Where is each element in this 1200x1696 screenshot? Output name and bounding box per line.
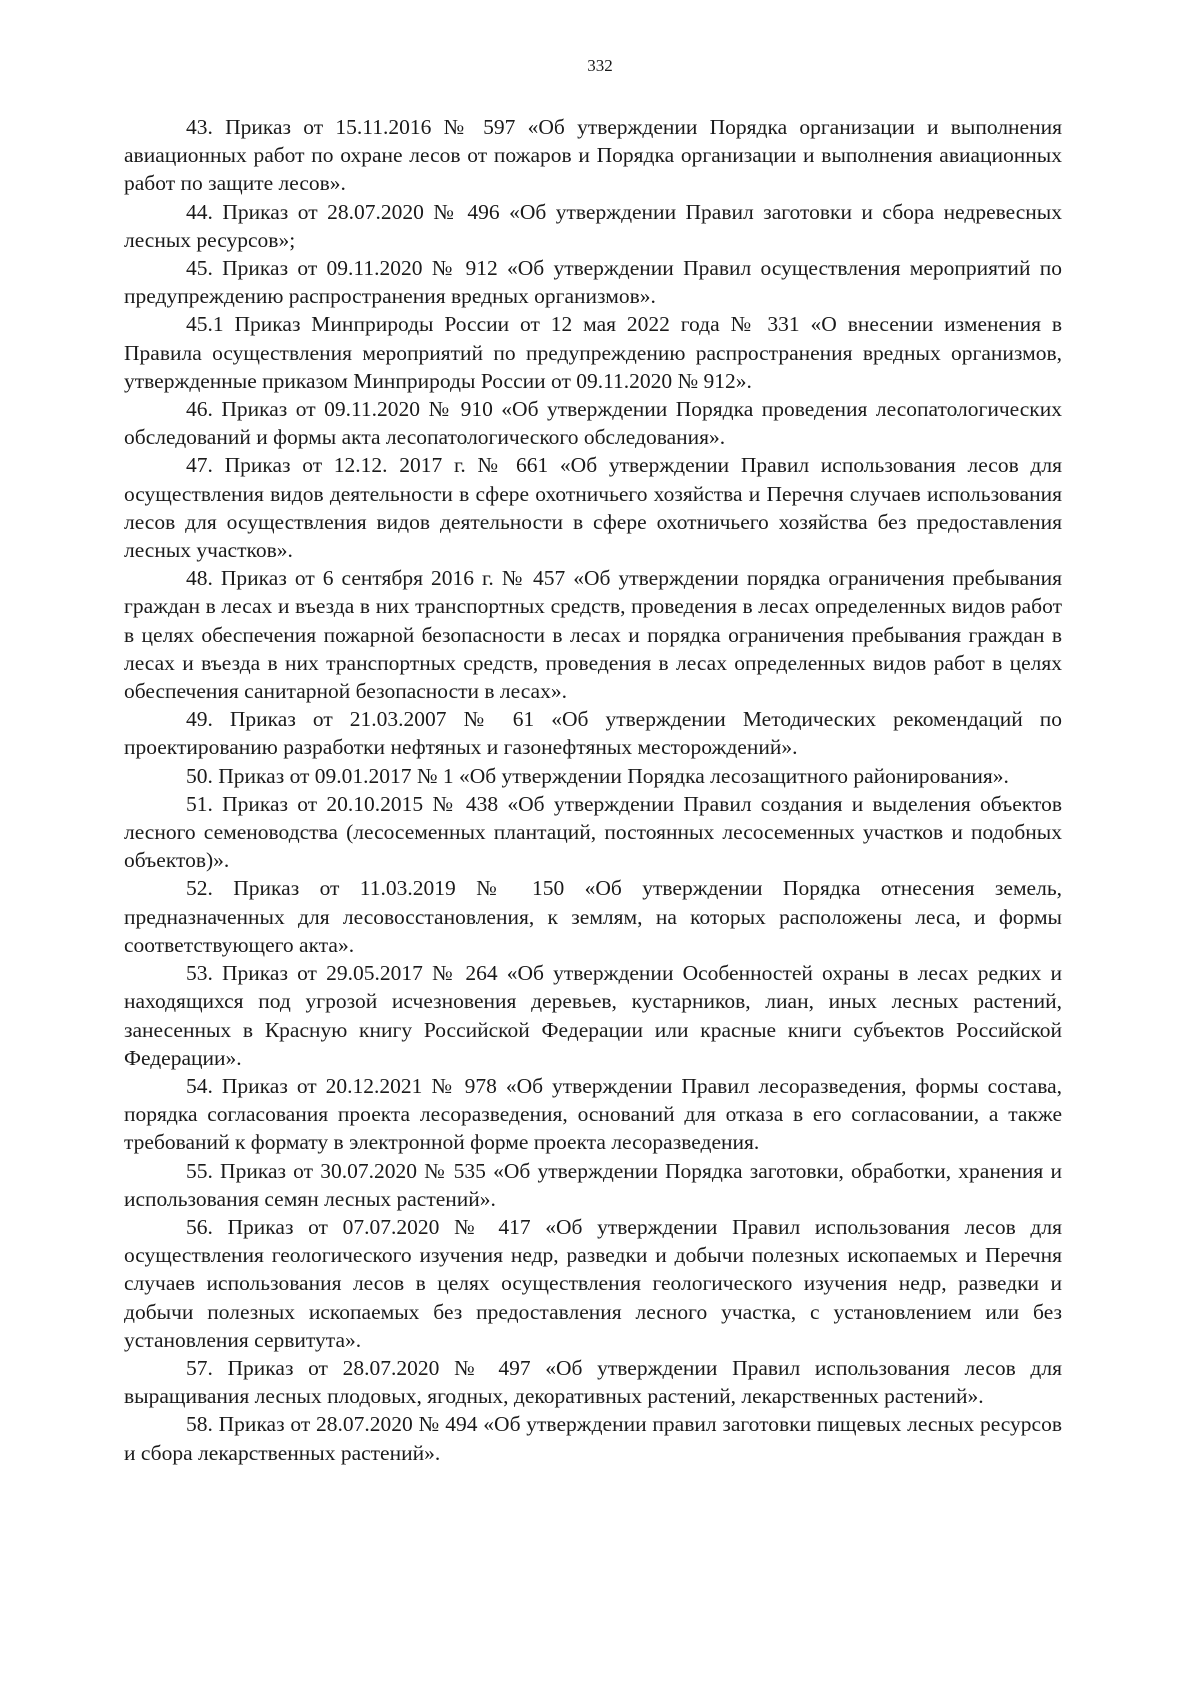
page-number: 332 <box>587 56 613 75</box>
list-item: 44. Приказ от 28.07.2020 № 496 «Об утверждении Правил заготовки и сбора недревесных лесных ресурсов»; <box>124 199 1062 252</box>
list-item: 47. Приказ от 12.12. 2017 г. № 661 «Об утверждении Правил использования лесов для осуществления видов деятельности в сфере охотничьего хозяйства и Перечня случаев использования лесов для осуществления видов деятельности в сфере охотничьего хозяйства без предоставления лесных участков». <box>124 453 1062 563</box>
list-item: 55. Приказ от 30.07.2020 № 535 «Об утверждении Порядка заготовки, обработки, хранения и использования семян лесных растений». <box>124 1158 1062 1211</box>
list-item: 53. Приказ от 29.05.2017 № 264 «Об утверждении Особенностей охраны в лесах редких и находящихся под угрозой исчезновения деревьев, кустарников, лиан, иных лесных растений, занесенных в Красную книгу Российской Федерации или красные книги субъектов Российской Федерации». <box>124 961 1062 1070</box>
list-item: 45.1 Приказ Минприроды России от 12 мая 2022 года № 331 «О внесении изменения в Правила осуществления мероприятий по предупреждению распространения вредных организмов, утвержденные приказом Минприроды России от 09.11.2020 № 912». <box>124 312 1062 393</box>
list-item: 45. Приказ от 09.11.2020 № 912 «Об утверждении Правил осуществления мероприятий по предупреждению распространения вредных организмов». <box>124 256 1062 309</box>
list-item: 49. Приказ от 21.03.2007 № 61 «Об утверждении Методических рекомендаций по проектированию разработки нефтяных и газонефтяных месторождений». <box>124 707 1062 760</box>
list-item: 50. Приказ от 09.01.2017 № 1 «Об утверждении Порядка лесозащитного районирования». <box>186 763 1009 788</box>
list-item: 58. Приказ от 28.07.2020 № 494 «Об утверждении правил заготовки пищевых лесных ресурсов и сбора лекарственных растений». <box>124 1412 1062 1465</box>
list-item: 52. Приказ от 11.03.2019 № 150 «Об утверждении Порядка отнесения земель, предназначенных для лесовосстановления, к землям, на которых расположены леса, и формы соответствующего акта». <box>124 876 1062 957</box>
list-item: 46. Приказ от 09.11.2020 № 910 «Об утверждении Порядка проведения лесопатологических обследований и формы акта лесопатологического обследования». <box>124 397 1062 450</box>
list-item: 57. Приказ от 28.07.2020 № 497 «Об утверждении Правил использования лесов для выращивания лесных плодовых, ягодных, декоративных растений, лекарственных растений». <box>124 1355 1062 1409</box>
list-item: 51. Приказ от 20.10.2015 № 438 «Об утверждении Правил создания и выделения объектов лесного семеноводства (лесосеменных плантаций, постоянных лесосеменных участков и подобных объектов)». <box>124 791 1062 873</box>
document-body <box>124 113 1062 1467</box>
list-item: 48. Приказ от 6 сентября 2016 г. № 457 «Об утверждении порядка ограничения пребывания граждан в лесах и въезда в них транспортных средств, проведения в лесах определенных видов работ в целях обеспечения пожарной безопасности в лесах и порядка ограничения пребывания граждан в лесах и въезда в них транспортных средств, проведения в лесах определенных видов работ в целях обеспечения санитарной безопасности в лесах». <box>124 566 1062 704</box>
list-item: 56. Приказ от 07.07.2020 № 417 «Об утверждении Правил использования лесов для осуществления геологического изучения недр, разведки и добычи полезных ископаемых и Перечня случаев использования лесов в целях осуществления геологического изучения недр, разведки и добычи полезных ископаемых без предоставления лесного участка, с установлением или без установления сервитута». <box>124 1214 1062 1352</box>
list-item: 43. Приказ от 15.11.2016 № 597 «Об утверждении Порядка организации и выполнения авиационных работ по охране лесов от пожаров и Порядка организации и выполнения авиационных работ по защите лесов». <box>124 115 1062 196</box>
list-item: 54. Приказ от 20.12.2021 № 978 «Об утверждении Правил лесоразведения, формы состава, порядка согласования проекта лесоразведения, оснований для отказа в его согласовании, а также требований к формату в электронной форме проекта лесоразведения. <box>124 1073 1062 1155</box>
